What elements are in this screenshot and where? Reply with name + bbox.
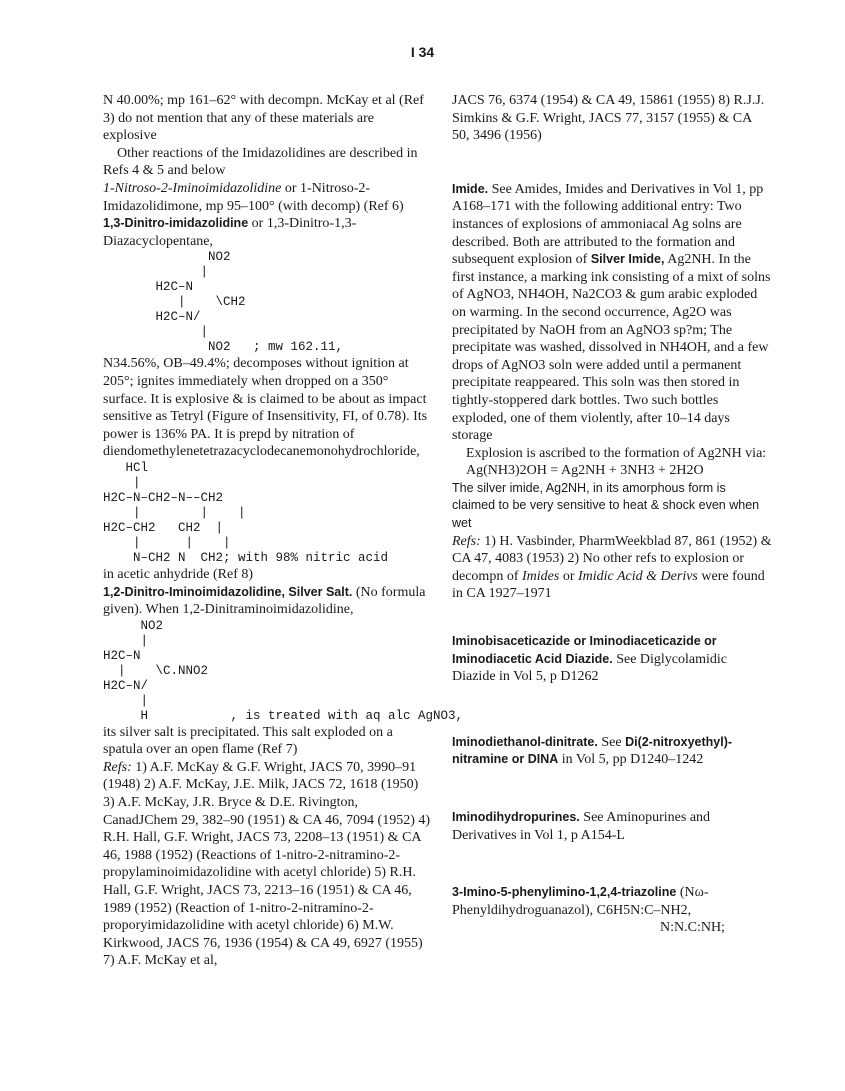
iminobisacetic-entry bbox=[452, 633, 772, 686]
imide-body-2: Ag2NH. In the first instance, a marking ink consisting of a mixt of solns of AgNO3, NH4OH, Na2CO3 & gum arabic exploded on warming. In the second occurrence, Ag2O was precipitated by NaOH from an AgNO3 sp?m; The precipitate was washed, dissolved in NH4OH, and a few drops of AgNO3 soln were added until a permanent precipitate reappeared. This soln was then stored in tightly-stoppered dark bottles. Two such bottles exploded, one of them violently, after 10–14 days storage bbox=[452, 252, 771, 444]
dinitro-entry bbox=[103, 215, 431, 250]
triazoline-body: (Nω-Phenyldihydroguanazol), C6H5N:C–NH2, bbox=[452, 885, 709, 918]
page-number: I 34 bbox=[410, 44, 435, 60]
right-column bbox=[452, 92, 772, 937]
dinitro-body: or 1,3-Dinitro-1,3-Diazacyclopentane, bbox=[103, 216, 357, 249]
structure-2: HCl | H2C–N–CH2–N––CH2 | | | H2C–CH2 CH2 | | | | N–CH2 N CH2; with 98% nitric acid bbox=[103, 460, 389, 565]
nitroso-body: or 1-Nitroso-2-Imidazolidimone, mp 95–100° (with decomp) (Ref 6) bbox=[103, 180, 404, 214]
iminodiethanol-body-2: in Vol 5, pp D1240–1242 bbox=[558, 752, 704, 768]
dinitro-reference: in acetic anhydride (Ref 8) bbox=[103, 566, 254, 582]
iminobisacetic-title: Iminobisaceticazide or Iminodiaceticazide or Iminodiacetic Acid Diazide. bbox=[452, 634, 717, 666]
silver-salt-title: 1,2-Dinitro-Iminoimidazolidine, Silver Salt. bbox=[103, 584, 353, 599]
silver-salt-description: its silver salt is precipitated. This salt exploded on a spatula over an open flame (Ref 7) bbox=[103, 724, 393, 758]
refs-imidic: Imidic Acid & Derivs bbox=[577, 568, 698, 584]
right-paragraph-1: JACS 76, 6374 (1954) & CA 49, 15861 (1955) 8) R.J.J. Simkins & G.F. Wright, JACS 77, 3157 (1955) & CA 50, 3496 (1956) bbox=[452, 93, 765, 144]
silver-imide-note: The silver imide, Ag2NH, in its amorphous form is claimed to be very sensitive to heat & shock even when wet bbox=[452, 480, 760, 531]
imide-title: Imide. bbox=[452, 181, 489, 196]
imide-body-1: See Amides, Imides and Derivatives in Vol 1, pp A168–171 with the following additional entry: Two instances of explosions of ammoniacal Ag solns are described. Both are attributed to the formation and subsequent explosion of bbox=[452, 181, 764, 268]
triazoline-formula-line: N:N.C:NH; bbox=[660, 920, 725, 936]
nitroso-entry bbox=[103, 180, 431, 215]
triazoline-entry bbox=[452, 884, 772, 919]
iminobisacetic-body: See Diglycolamidic Diazide in Vol 5, p D1262 bbox=[452, 651, 727, 685]
refs-list-left: 1) A.F. McKay & G.F. Wright, JACS 70, 3990–91 (1948) 2) A.F. McKay, J.E. Milk, JACS 72, 1618 (1950) 3) A.F. McKay, J.R. Bryce & D.E. Rivington, CanadJChem 29, 382–90 (1951) & CA 46, 7094 (1952) 4) R.H. Hall, G.F. Wright, JACS 73, 2208–13 (1951) & CA 46, 1988 (1952) (Reactions of 1-nitro-2-nitramino-2-propylaminoimidazolidine with acetyl chloride) 5) R.H. Hall, G.F. Wright, JACS 73, 2213–16 (1951) & CA 46, 1989 (1952) (Reaction of 1-nitro-2-nitramino-2-proporyimidazolidine with acetyl chloride) 6) M.W. Kirkwood, JACS 76, 1936 (1954) & CA 49, 6927 (1955) 7) A.F. McKay et al, bbox=[103, 759, 431, 969]
left-column bbox=[103, 92, 464, 970]
reaction-equation: Ag(NH3)2OH = Ag2NH + 3NH3 + 2H2O bbox=[466, 463, 704, 479]
left-references bbox=[103, 759, 431, 970]
dinitro-description: N34.56%, OB–49.4%; decomposes without ignition at 205°; ignites immediately when dropped on a 350° surface. It is explosive & is claimed to be about as impact sensitive as Tetryl (Figure of Insensitivity, FI, of 0.78). Its power is 136% PA. It is prepd by nitration of diendomethylenetetrazacyclodecanemonohydrochloride, bbox=[103, 356, 428, 460]
nitroso-title: 1-Nitroso-2-Iminoimidazolidine bbox=[103, 180, 282, 196]
structure-3: NO2 | H2C–N | \C.NNO2 H2C–N/ | H , is treated with aq alc AgNO3, bbox=[103, 618, 464, 723]
silver-salt-entry bbox=[103, 584, 431, 619]
triazoline-title: 3-Imino-5-phenylimino-1,2,4-triazoline bbox=[452, 885, 677, 900]
left-paragraph-1: N 40.00%; mp 161–62° with decompn. McKay et al (Ref 3) do not mention that any of these materials are explosive bbox=[103, 93, 424, 144]
right-references bbox=[452, 533, 772, 603]
refs-end: were found in CA 1927–1971 bbox=[452, 568, 765, 602]
iminodihydropurines-entry bbox=[452, 809, 772, 844]
silver-salt-body: (No formula given). When 1,2-Dinitraminoimidazolidine, bbox=[103, 584, 426, 618]
imide-entry bbox=[452, 181, 772, 445]
iminodihydropurines-title: Iminodihydropurines. bbox=[452, 810, 580, 824]
dina-term: Di(2-nitroxyethyl)-nitramine or DINA bbox=[452, 734, 733, 767]
iminodihydropurines-body: See Aminopurines and Derivatives in Vol 1, p A154-L bbox=[452, 810, 711, 843]
iminodiethanol-body-1: See bbox=[597, 734, 626, 750]
dinitro-title: 1,3-Dinitro-imidazolidine bbox=[103, 216, 249, 231]
refs-label-right: Refs: bbox=[452, 533, 481, 549]
explosion-sentence: Explosion is ascribed to the formation of Ag2NH via: bbox=[466, 445, 767, 461]
left-paragraph-2: Other reactions of the Imidazolidines are described in Refs 4 & 5 and below bbox=[103, 145, 418, 179]
iminodiethanol-entry bbox=[452, 734, 772, 769]
refs-label-left: Refs: bbox=[103, 759, 132, 775]
structure-1: NO2 | H2C–N | \CH2 H2C–N/ | NO2 ; mw 162.11, bbox=[155, 250, 344, 355]
refs-imides: Imides bbox=[521, 568, 560, 584]
iminodiethanol-title: Iminodiethanol-dinitrate. bbox=[452, 734, 598, 749]
refs-or: or bbox=[559, 568, 578, 584]
refs-list-right: 1) H. Vasbinder, PharmWeekblad 87, 861 (1952) & CA 47, 4083 (1953) 2) No other refs to explosion or decompn of bbox=[452, 533, 772, 584]
silver-imide-term: Silver Imide, bbox=[590, 252, 665, 267]
